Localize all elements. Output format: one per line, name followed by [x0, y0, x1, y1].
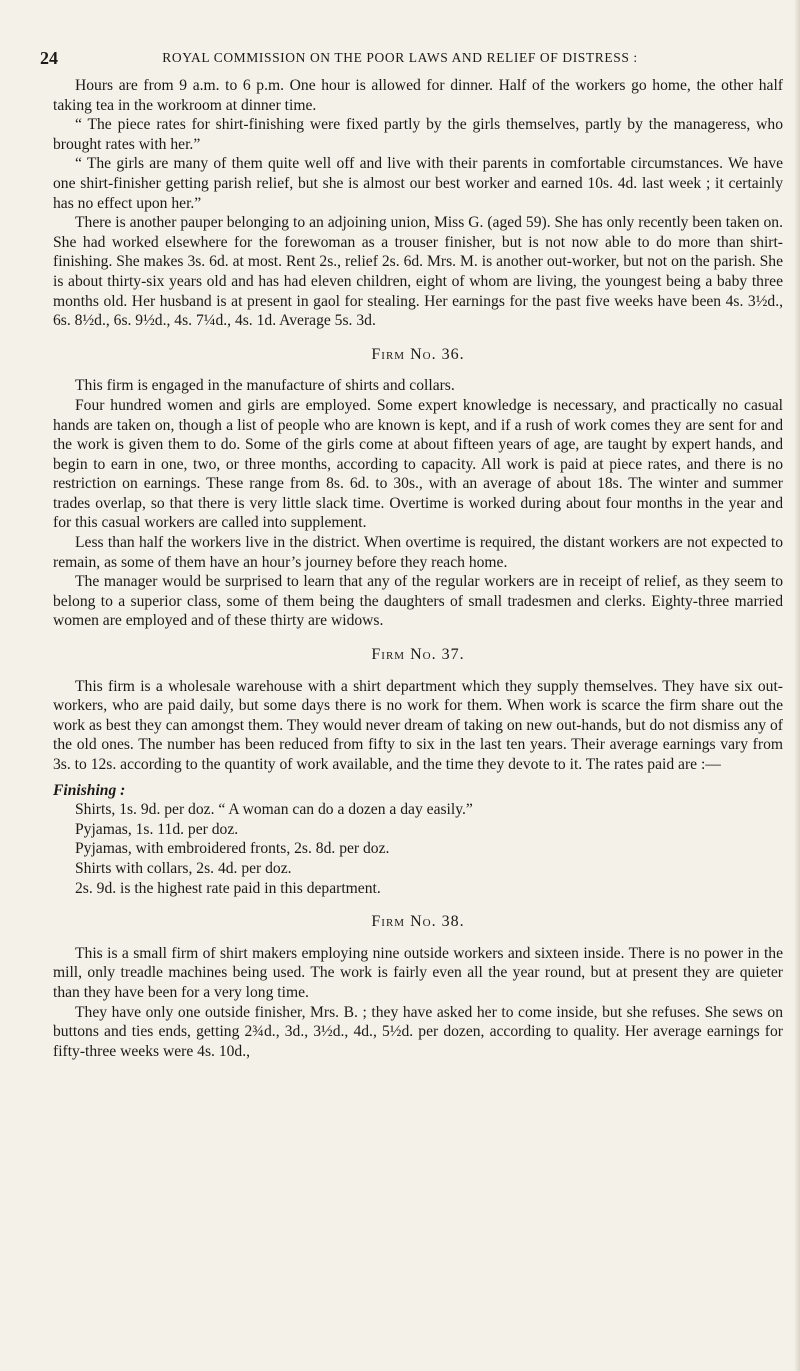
rate-line: Pyjamas, 1s. 11d. per doz.	[75, 820, 239, 838]
paragraph: They have only one outside finisher, Mrs. B. ; they have asked her to come inside, but she refuses. She sews on buttons and ties ends, getting 2¾d., 3d., 3½d., 4d., 5½d. per dozen, according to quality. Her average earnings for fifty-three weeks were 4s. 10d.,	[53, 1003, 783, 1060]
paragraph: There is another pauper belonging to an adjoining union, Miss G. (aged 59). She has only recently been taken on. She had worked elsewhere for the forewoman as a trouser finisher, but is not now able to do more than shirt-finishing. She makes 3s. 6d. at most. Rent 2s., relief 2s. 6d. Mrs. M. is another out-worker, but not on the parish. She is about thirty-six years old and has had eleven children, eight of whom are living, the youngest being a baby three months old. Her husband is at present in gaol for stealing. Her earnings for the past five weeks have been 4s. 3½d., 6s. 8½d., 6s. 9½d., 4s. 7¼d., 4s. 1d. Average 5s. 3d.	[53, 214, 783, 330]
section-heading-firm-36: Firm No. 36.	[371, 345, 465, 363]
paragraph: This firm is engaged in the manufacture of shirts and collars.	[75, 377, 455, 395]
paragraph: This is a small firm of shirt makers employing nine outside workers and sixteen inside. There is no power in the mill, only treadle machines being used. The work is fairly even all the year round, but at present they are quieter than they have been for a very long time.	[53, 944, 783, 1001]
paragraph: This firm is a wholesale warehouse with a shirt department which they supply themselves. They have six out-workers, who are paid daily, but some days there is no work for them. When work is scarce the firm share out the work as best they can amongst them. They would never dream of taking on new out-hands, but do not dismiss any of the old ones. The number has been reduced from fifty to six in the last ten years. Their average earnings vary from 3s. to 12s. according to the quantity of work available, and the time they devote to it. The rates paid are :—	[53, 677, 783, 773]
body-text	[53, 76, 783, 1061]
paragraph: Four hundred women and girls are employed. Some expert knowledge is necessary, and practically no casual hands are taken on, though a list of people who are known is kept, and if a rush of work comes they are sent for and the work is given them to do. Some of the girls come at about fifteen years of age, are taught by expert hands, and begin to earn in one, two, or three months, according to capacity. All work is paid at piece rates, and there is no restriction on earnings. These range from 8s. 6d. to 30s., with an average of about 18s. The winter and summer trades overlap, so that there is very little slack time. Overtime is worked during about four months in the year and for this casual workers are called into supplement.	[53, 396, 783, 532]
running-title: ROYAL COMMISSION ON THE POOR LAWS AND RELIEF OF DISTRESS :	[162, 50, 638, 65]
page-number: 24	[40, 48, 58, 68]
paragraph: Hours are from 9 a.m. to 6 p.m. One hour is allowed for dinner. Half of the workers go home, the other half taking tea in the workroom at dinner time.	[53, 77, 783, 114]
finishing-label: Finishing :	[53, 781, 126, 799]
paragraph: “ The girls are many of them quite well off and live with their parents in comfortable circumstances. We have one shirt-finisher getting parish relief, but she is almost our best worker and earned 10s. 4d. last week ; it certainly has no effect upon her.”	[53, 155, 783, 212]
section-heading-firm-38: Firm No. 38.	[371, 913, 465, 931]
rate-line: Shirts with collars, 2s. 4d. per doz.	[75, 859, 292, 877]
rate-line: Shirts, 1s. 9d. per doz. “ A woman can do a dozen a day easily.”	[75, 801, 473, 819]
paragraph: The manager would be surprised to learn that any of the regular workers are in receipt of relief, as they seem to belong to a superior class, some of them being the daughters of small tradesmen and clerks. Eighty-three married women are employed and of these thirty are widows.	[53, 573, 783, 630]
page-edge-shadow	[794, 0, 800, 1371]
paragraph: Less than half the workers live in the district. When overtime is required, the distant workers are not expected to remain, as some of them have an hour’s journey before they reach home.	[53, 534, 783, 571]
rate-line: 2s. 9d. is the highest rate paid in this department.	[75, 879, 381, 897]
section-heading-firm-37: Firm No. 37.	[371, 646, 465, 664]
rate-line: Pyjamas, with embroidered fronts, 2s. 8d. per doz.	[75, 840, 390, 858]
paragraph: “ The piece rates for shirt-finishing were fixed partly by the girls themselves, partly by the manageress, who brought rates with her.”	[53, 116, 783, 153]
